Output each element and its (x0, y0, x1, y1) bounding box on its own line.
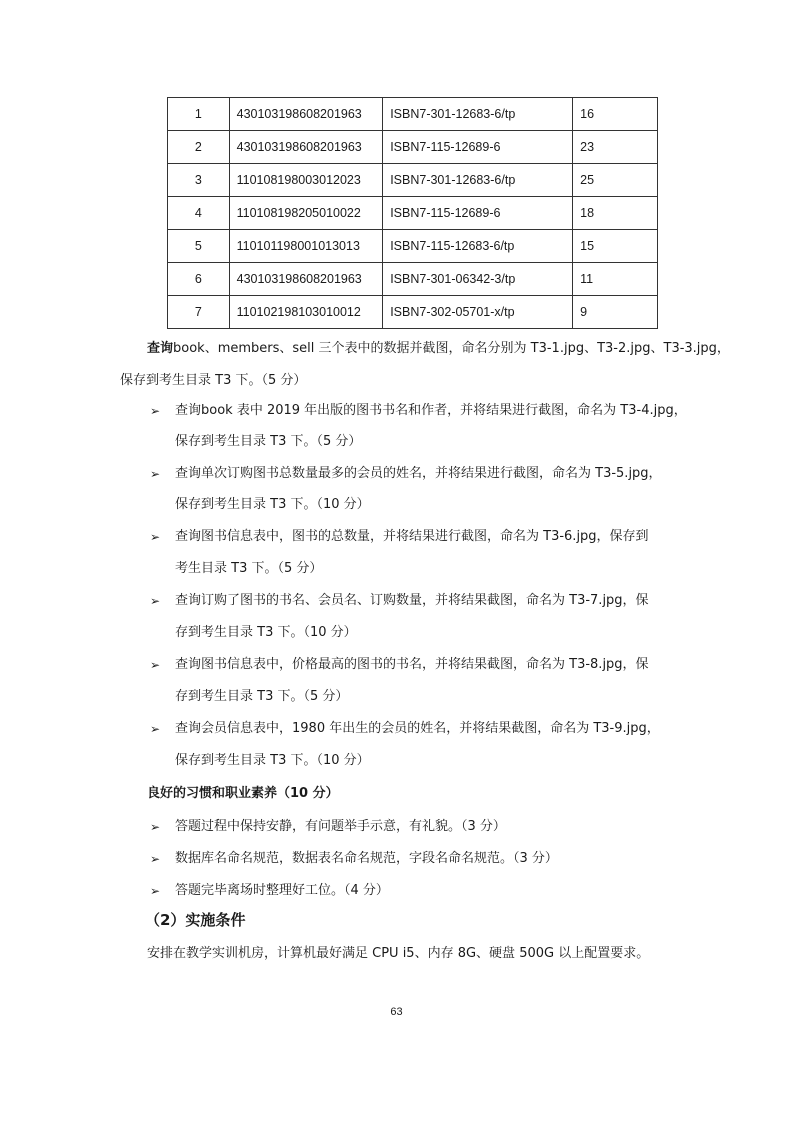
member-id-cell: 110108198003012023 (229, 164, 383, 197)
task-1-line-2: 保存到考生目录 T3 下。（5 分） (175, 434, 362, 449)
quantity-cell: 11 (573, 263, 658, 296)
page-number: 63 (390, 1006, 403, 1018)
row-number-cell: 2 (168, 131, 230, 164)
isbn-cell: ISBN7-115-12689-6 (383, 197, 573, 230)
task-2-line-2: 保存到考生目录 T3 下。（10 分） (175, 497, 370, 512)
table-row (168, 296, 658, 329)
table-row (168, 98, 658, 131)
isbn-cell: ISBN7-301-06342-3/tp (383, 263, 573, 296)
task-6-line-1: 查询会员信息表中，1980 年出生的会员的姓名，并将结果截图，命名为 T3-9.jpg， (175, 721, 660, 736)
isbn-cell: ISBN7-115-12689-6 (383, 131, 573, 164)
intro-line-2: 保存到考生目录 T3 下。（5 分） (120, 373, 307, 388)
row-number-cell: 1 (168, 98, 230, 131)
table-row (168, 230, 658, 263)
quantity-cell: 25 (573, 164, 658, 197)
habit-item-1: 答题过程中保持安静，有问题举手示意，有礼貌。（3 分） (175, 819, 506, 834)
quantity-cell: 15 (573, 230, 658, 263)
task-6-line-2: 保存到考生目录 T3 下。（10 分） (175, 753, 370, 768)
bullet-arrow-icon: ➢ (150, 658, 161, 672)
quantity-cell: 9 (573, 296, 658, 329)
bullet-arrow-icon: ➢ (150, 852, 161, 866)
task-5-line-1: 查询图书信息表中，价格最高的图书的书名，并将结果截图，命名为 T3-8.jpg，保 (175, 657, 649, 672)
habit-item-3: 答题完毕离场时整理好工位。（4 分） (175, 883, 389, 898)
member-id-cell: 110102198103010012 (229, 296, 383, 329)
task-3-line-1: 查询图书信息表中，图书的总数量，并将结果进行截图，命名为 T3-6.jpg，保存到 (175, 529, 649, 544)
bullet-arrow-icon: ➢ (150, 467, 161, 481)
isbn-cell: ISBN7-115-12683-6/tp (383, 230, 573, 263)
bullet-arrow-icon: ➢ (150, 594, 161, 608)
task-5-line-2: 存到考生目录 T3 下。（5 分） (175, 689, 349, 704)
row-number-cell: 6 (168, 263, 230, 296)
task-4-line-2: 存到考生目录 T3 下。（10 分） (175, 625, 357, 640)
row-number-cell: 5 (168, 230, 230, 263)
quantity-cell: 16 (573, 98, 658, 131)
task-4-line-1: 查询订购了图书的书名、会员名、订购数量，并将结果截图，命名为 T3-7.jpg，保 (175, 593, 649, 608)
task-3-line-2: 考生目录 T3 下。（5 分） (175, 561, 323, 576)
conditions-text: 安排在教学实训机房，计算机最好满足 CPU i5、内存 8G、硬盘 500G 以上配置要求。 (147, 946, 650, 961)
member-id-cell: 430103198608201963 (229, 263, 383, 296)
table-row (168, 164, 658, 197)
bullet-arrow-icon: ➢ (150, 722, 161, 736)
isbn-cell: ISBN7-301-12683-6/tp (383, 164, 573, 197)
row-number-cell: 7 (168, 296, 230, 329)
member-id-cell: 110108198205010022 (229, 197, 383, 230)
table-row (168, 263, 658, 296)
table-row (168, 131, 658, 164)
row-number-cell: 4 (168, 197, 230, 230)
task-1-line-1: 查询book 表中 2019 年出版的图书书名和作者，并将结果进行截图，命名为 T3-4.jpg， (175, 403, 687, 418)
task-2-line-1: 查询单次订购图书总数量最多的会员的姓名，并将结果进行截图，命名为 T3-5.jpg， (175, 466, 662, 481)
intro-line-1 (147, 340, 730, 358)
bullet-arrow-icon: ➢ (150, 404, 161, 418)
conditions-heading: （2）实施条件 (145, 911, 246, 929)
habits-heading: 良好的习惯和职业素养（10 分） (147, 786, 339, 801)
quantity-cell: 18 (573, 197, 658, 230)
row-number-cell: 3 (168, 164, 230, 197)
intro-line-1-text: book、members、sell 三个表中的数据并截图，命名分别为 T3-1.jpg、T3-2.jpg、T3-3.jpg， (173, 341, 730, 356)
isbn-cell: ISBN7-301-12683-6/tp (383, 98, 573, 131)
table-row (168, 197, 658, 230)
member-id-cell: 110101198001013013 (229, 230, 383, 263)
intro-bold-lead: 查询 (147, 341, 174, 356)
bullet-arrow-icon: ➢ (150, 530, 161, 544)
bullet-arrow-icon: ➢ (150, 820, 161, 834)
quantity-cell: 23 (573, 131, 658, 164)
member-id-cell: 430103198608201963 (229, 98, 383, 131)
habit-item-2: 数据库名命名规范，数据表名命名规范，字段名命名规范。（3 分） (175, 851, 558, 866)
member-id-cell: 430103198608201963 (229, 131, 383, 164)
bullet-arrow-icon: ➢ (150, 884, 161, 898)
isbn-cell: ISBN7-302-05701-x/tp (383, 296, 573, 329)
sell-data-table (167, 97, 658, 329)
